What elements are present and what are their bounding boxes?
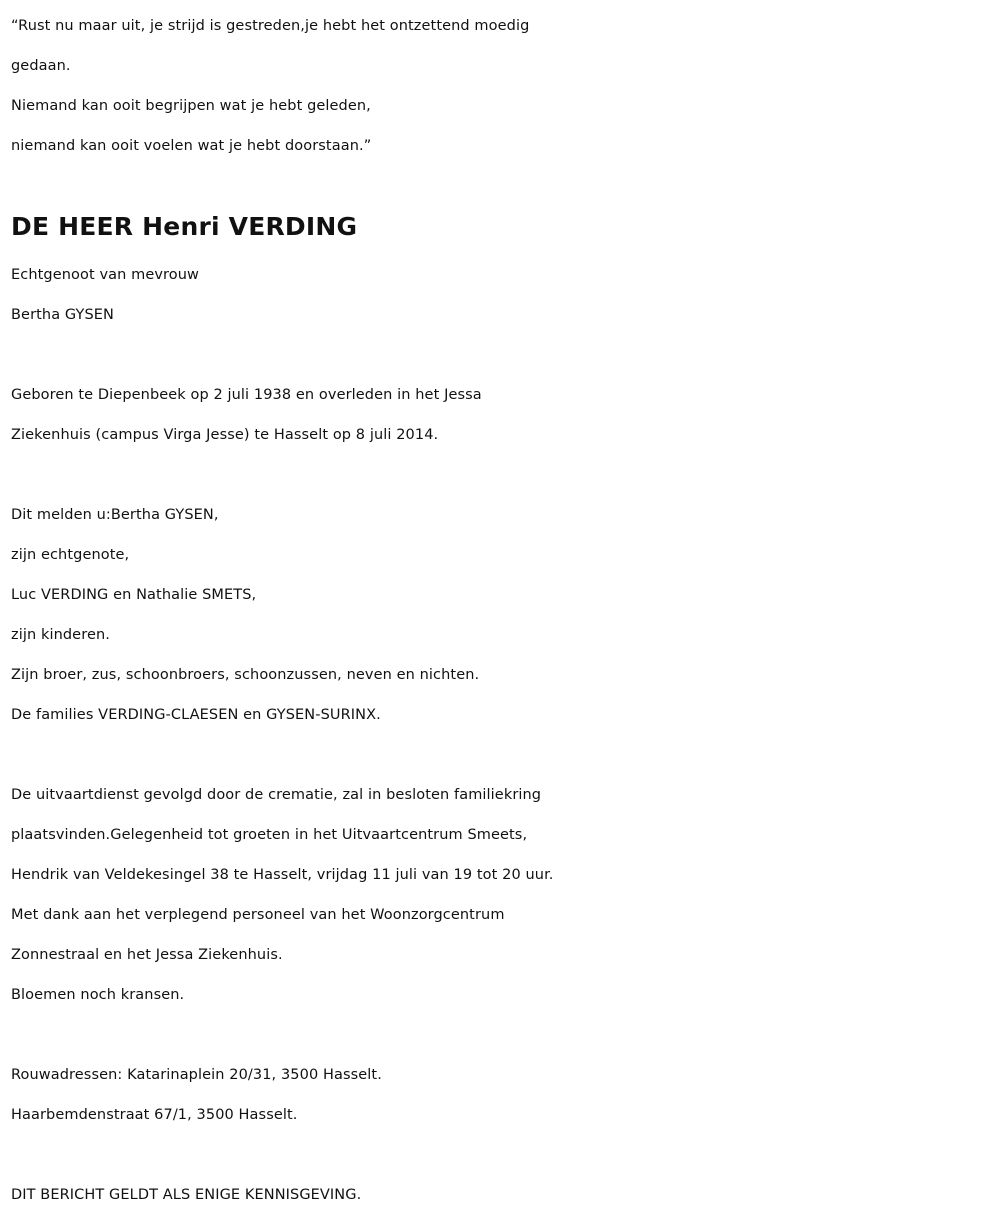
- notice-line: DIT BERICHT GELDT ALS ENIGE KENNISGEVING.: [11, 1187, 362, 1203]
- birth-death-section: [11, 375, 991, 455]
- announcer-line: zijn kinderen.: [11, 627, 110, 643]
- spouse-section: [11, 255, 991, 335]
- quote-line: gedaan.: [11, 58, 71, 74]
- announcer-line: Luc VERDING en Nathalie SMETS,: [11, 587, 257, 603]
- service-line: plaatsvinden.Gelegenheid tot groeten in het Uitvaartcentrum Smeets,: [11, 827, 528, 843]
- service-line: De uitvaartdienst gevolgd door de crematie, zal in besloten familiekring: [11, 787, 542, 803]
- paragraph-gap: [11, 455, 991, 495]
- spouse-line: Bertha GYSEN: [11, 307, 114, 323]
- service-line: Bloemen noch kransen.: [11, 987, 185, 1003]
- quote-line: Niemand kan ooit begrijpen wat je hebt geleden,: [11, 98, 371, 114]
- announcer-line: Dit melden u:Bertha GYSEN,: [11, 507, 219, 523]
- paragraph-gap: [11, 735, 991, 775]
- deceased-name-heading: DE HEER Henri VERDING: [11, 212, 358, 241]
- address-line: Haarbemdenstraat 67/1, 3500 Hasselt.: [11, 1107, 298, 1123]
- birth-death-line: Geboren te Diepenbeek op 2 juli 1938 en overleden in het Jessa: [11, 387, 482, 403]
- quote-line: niemand kan ooit voelen wat je hebt doorstaan.”: [11, 138, 372, 154]
- announcer-line: zijn echtgenote,: [11, 547, 130, 563]
- service-line: Met dank aan het verplegend personeel van het Woonzorgcentrum: [11, 907, 505, 923]
- addresses-section: [11, 1055, 991, 1135]
- address-line: Rouwadressen: Katarinaplein 20/31, 3500 Hasselt.: [11, 1067, 382, 1083]
- announcer-line: De families VERDING-CLAESEN en GYSEN-SURINX.: [11, 707, 381, 723]
- paragraph-gap: [11, 1135, 991, 1175]
- service-line: Hendrik van Veldekesingel 38 te Hasselt, vrijdag 11 juli van 19 tot 20 uur.: [11, 867, 554, 883]
- quote-line: “Rust nu maar uit, je strijd is gestreden,je hebt het ontzettend moedig: [11, 18, 530, 34]
- paragraph-gap: [11, 335, 991, 375]
- paragraph-gap: [11, 1015, 991, 1055]
- obituary-document: [11, 0, 991, 1215]
- service-section: [11, 775, 991, 1015]
- opening-quote: [11, 6, 991, 166]
- spouse-line: Echtgenoot van mevrouw: [11, 267, 200, 283]
- service-line: Zonnestraal en het Jessa Ziekenhuis.: [11, 947, 283, 963]
- announcer-line: Zijn broer, zus, schoonbroers, schoonzussen, neven en nichten.: [11, 667, 480, 683]
- birth-death-line: Ziekenhuis (campus Virga Jesse) te Hasselt op 8 juli 2014.: [11, 427, 439, 443]
- announcers-section: [11, 495, 991, 735]
